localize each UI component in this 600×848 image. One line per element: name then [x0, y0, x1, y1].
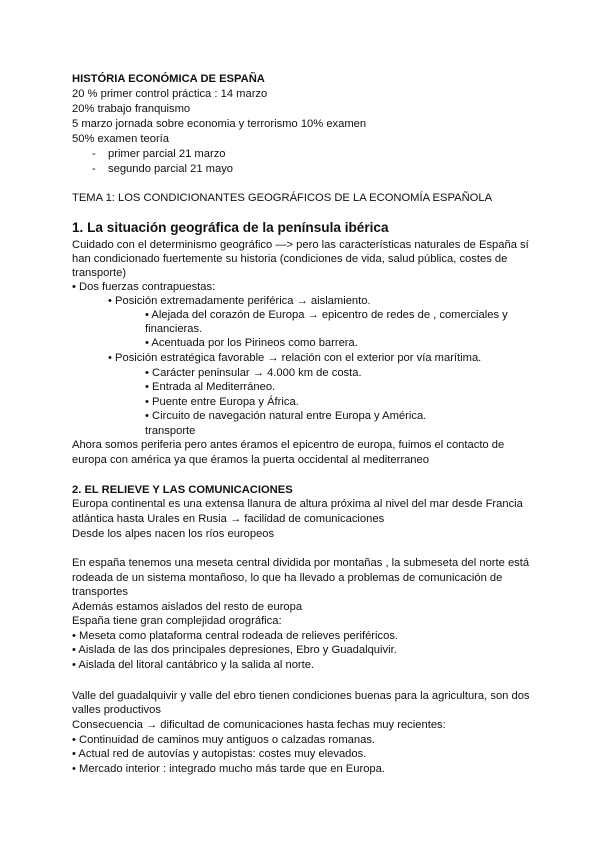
s1-intro-line: han condicionado fuertemente su historia (condiciones de vida, salud pública, costes de: [72, 253, 508, 265]
s2-p2-line: España tiene gran complejidad orográfica:: [72, 615, 282, 627]
s1-intro-line: transporte): [72, 267, 127, 279]
s2-p2-line: En españa tenemos una meseta central dividida por montañas , la submeseta del norte está: [72, 557, 530, 569]
s2-bullet: • Meseta como plataforma central rodeada de relieves periféricos.: [72, 630, 399, 642]
trailing-word: transporte: [145, 425, 196, 437]
eval-line: 20% trabajo franquismo: [72, 103, 191, 115]
s2-p1-line: Desde los alpes nacen los ríos europeos: [72, 528, 275, 540]
document-title: HISTÓRIA ECONÓMICA DE ESPAÑA: [72, 73, 265, 85]
bullet-level-3: • Puente entre Europa y África.: [145, 396, 299, 408]
s2-bullet: • Continuidad de caminos muy antiguos o calzadas romanas.: [72, 734, 376, 746]
dash-item: primer parcial 21 marzo: [108, 148, 226, 160]
dash-marker: -: [92, 148, 96, 160]
s2-p2-line: Además estamos aislados del resto de europa: [72, 601, 303, 613]
dash-marker: -: [92, 163, 96, 175]
s2-p1-line: Europa continental es una extensa llanura de altura próxima al nivel del mar desde Francia: [72, 498, 523, 510]
s2-p3-line: Valle del guadalquivir y valle del ebro tienen condiciones buenas para la agricultura, son dos: [72, 690, 530, 702]
s2-p3-line: Consecuencia → dificultad de comunicaciones hasta fechas muy recientes:: [72, 719, 446, 731]
s1-closing-line: Ahora somos periferia pero antes éramos el epicentro de europa, fuimos el contacto de: [72, 439, 505, 451]
s2-bullet: • Actual red de autovías y autopistas: costes muy elevados.: [72, 748, 367, 760]
s2-p1-line: atlántica hasta Urales en Rusia → facilidad de comunicaciones: [72, 513, 385, 525]
s2-p2-line: transportes: [72, 586, 128, 598]
section-1-heading: 1. La situación geográfica de la península ibérica: [72, 220, 389, 235]
s2-bullet: • Aislada del litoral cantábrico y la salida al norte.: [72, 659, 315, 671]
eval-line: 20 % primer control práctica : 14 marzo: [72, 88, 268, 100]
s2-bullet: • Aislada de las dos principales depresiones, Ebro y Guadalquivir.: [72, 644, 397, 656]
s1-intro-line: Cuidado con el determinismo geográfico —> pero las características naturales de España sí: [72, 239, 529, 251]
bullet-level-3: • Acentuada por los Pirineos como barrera.: [145, 337, 358, 349]
eval-line: 5 marzo jornada sobre economia y terrorismo 10% examen: [72, 118, 367, 130]
bullet-level-3: • Entrada al Mediterráneo.: [145, 381, 276, 393]
s2-p2-line: rodeada de un sistema montañoso, lo que ha llevado a problemas de comunicación de: [72, 572, 503, 584]
bullet-level-3: • Circuito de navegación natural entre Europa y América.: [145, 410, 427, 422]
bullet-level-3-cont: financieras.: [145, 323, 203, 335]
tema-title: TEMA 1: LOS CONDICIONANTES GEOGRÁFICOS DE LA ECONOMÍA ESPAÑOLA: [72, 192, 493, 204]
s1-closing-line: europa con américa ya que éramos la puerta occidental al mediterraneo: [72, 454, 429, 466]
dash-item: segundo parcial 21 mayo: [108, 163, 234, 175]
eval-line: 50% examen teoría: [72, 133, 170, 145]
bullet-level-1: • Dos fuerzas contrapuestas:: [72, 281, 216, 293]
bullet-level-2: • Posición extremadamente periférica → aislamiento.: [108, 295, 371, 307]
s2-p3-line: valles productivos: [72, 704, 161, 716]
bullet-level-3: • Carácter peninsular → 4.000 km de costa.: [145, 367, 362, 379]
bullet-level-3: • Alejada del corazón de Europa → epicentro de redes de , comerciales y: [145, 309, 508, 321]
bullet-level-2: • Posición estratégica favorable → relación con el exterior por vía marítima.: [108, 352, 482, 364]
section-2-heading: 2. EL RELIEVE Y LAS COMUNICACIONES: [72, 484, 293, 496]
s2-bullet: • Mercado interior : integrado mucho más tarde que en Europa.: [72, 763, 385, 775]
